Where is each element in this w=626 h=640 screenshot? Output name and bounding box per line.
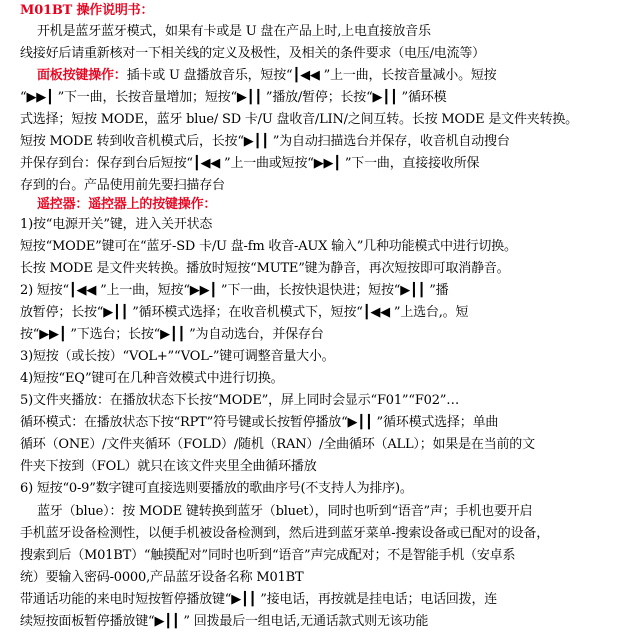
doc-title: M01BT 操作说明书： bbox=[20, 3, 154, 18]
text-line: 循环（ONE）/文件夹循环（FOLD）/随机（RAN）/全曲循环（ALL）；如果是在当前的文 bbox=[20, 437, 535, 452]
text-line: 存到的台。产品使用前先要扫描存台 bbox=[20, 178, 225, 193]
text-line: 1)按“电源开关”键，进入关开状态 bbox=[20, 217, 213, 232]
text-line: 统）要输入密码-0000,产品蓝牙设备名称 M01BT bbox=[20, 570, 304, 585]
text-line: 长按 MODE 是文件夹转换。播放时短按“MUTE”键为静音，再次短按即可取消静音。 bbox=[20, 261, 510, 276]
text-line: 件夹下按到（FOL）就只在该文件夹里全曲循环播放 bbox=[20, 459, 317, 474]
text-line bbox=[37, 67, 496, 85]
section-heading-panel: 面板按键操作： bbox=[37, 68, 127, 83]
text-line: 循环模式：在播放状态下按“RPT”符号键或长按暂停播放“▶┃┃ ”循环模式选择；单曲 bbox=[20, 415, 499, 430]
section-heading-remote: 遥控器：遥控器上的按键操作： bbox=[37, 197, 217, 212]
text-span: 插卡或 U 盘播放音乐，短按“┃◀◀ ”上一曲，长按音量减小。短按 bbox=[126, 68, 497, 83]
text-line: 带通话功能的来电时短按暂停播放键“▶┃┃ ”接电话，再按就是挂电话；电话回拨，连 bbox=[20, 592, 498, 607]
text-line: 2) 短按“┃◀◀ ”上一曲，短按“▶▶┃ ”下一曲，长按快退快进；短按“▶┃┃ ”播 bbox=[20, 283, 449, 298]
text-line: 式选择；短按 MODE，蓝牙 blue/ SD 卡/U 盘收音/LIN/之间互转。长按 MODE 是文件夹转换。 bbox=[20, 112, 578, 127]
text-line: 手机蓝牙设备检测性，以便手机被设备检测到，然后进到蓝牙菜单-搜索设备或已配对的设备， bbox=[20, 526, 549, 541]
text-line: 5)文件夹播放：在播放状态下长按“MODE”，屏上同时会显示“F01”“F02”… bbox=[20, 393, 460, 408]
text-line: 6) 短按“0-9”数字键可直接选则要播放的歌曲序号(不支持人为排序)。 bbox=[20, 481, 413, 496]
text-line: 搜索到后（M01BT）“触摸配对”同时也听到“语音”声完成配对；不是智能手机（安卓系 bbox=[20, 548, 516, 563]
text-line: 4)短按“EQ”键可在几种音效模式中进行切换。 bbox=[20, 371, 284, 386]
text-line: 线接好后请重新核对一下相关线的定义及极性，及相关的条件要求（电压/电流等） bbox=[20, 46, 485, 61]
text-line: 3)短按（或长按）“VOL+”“VOL-”键可调整音量大小。 bbox=[20, 349, 335, 364]
text-line: 并保存到台：保存到台后短按“┃◀◀ ”上一曲或短按“▶▶┃ ”下一曲，直接接收所保 bbox=[20, 156, 480, 171]
text-line: 按“▶▶┃ ”下选台；长按“▶┃┃ ”为自动选台，并保存台 bbox=[20, 327, 324, 342]
text-line: 开机是蓝牙蓝牙模式，如果有卡或是 U 盘在产品上时,上电直接放音乐 bbox=[37, 24, 431, 39]
text-line: “▶▶┃ ”下一曲，长按音量增加；短按“▶┃┃ ”播放/暂停；长按“▶┃┃ ”循环模 bbox=[20, 90, 447, 105]
text-line: 续短按面板暂停播放键“▶┃┃ ” 回拨最后一组电话,无通话款式则无该功能 bbox=[20, 614, 429, 629]
text-line: 短按 MODE 转到收音机模式后，长按“▶┃┃ ”为自动扫描选台并保存，收音机自动搜台 bbox=[20, 134, 510, 149]
text-line: 放暂停；长按“▶┃┃ ”循环模式选择；在收音机模式下，短按“┃◀◀ ”上选台,。短 bbox=[20, 305, 469, 320]
text-line: 蓝牙（blue）：按 MODE 键转换到蓝牙（bluet），同时也听到“语音”声；手机也要开启 bbox=[37, 504, 533, 519]
text-line: 短按“MODE”键可在“蓝牙-SD 卡/U 盘-fm 收音-AUX 输入”几种功能模式中进行切换。 bbox=[20, 239, 517, 254]
text-line bbox=[37, 196, 216, 214]
